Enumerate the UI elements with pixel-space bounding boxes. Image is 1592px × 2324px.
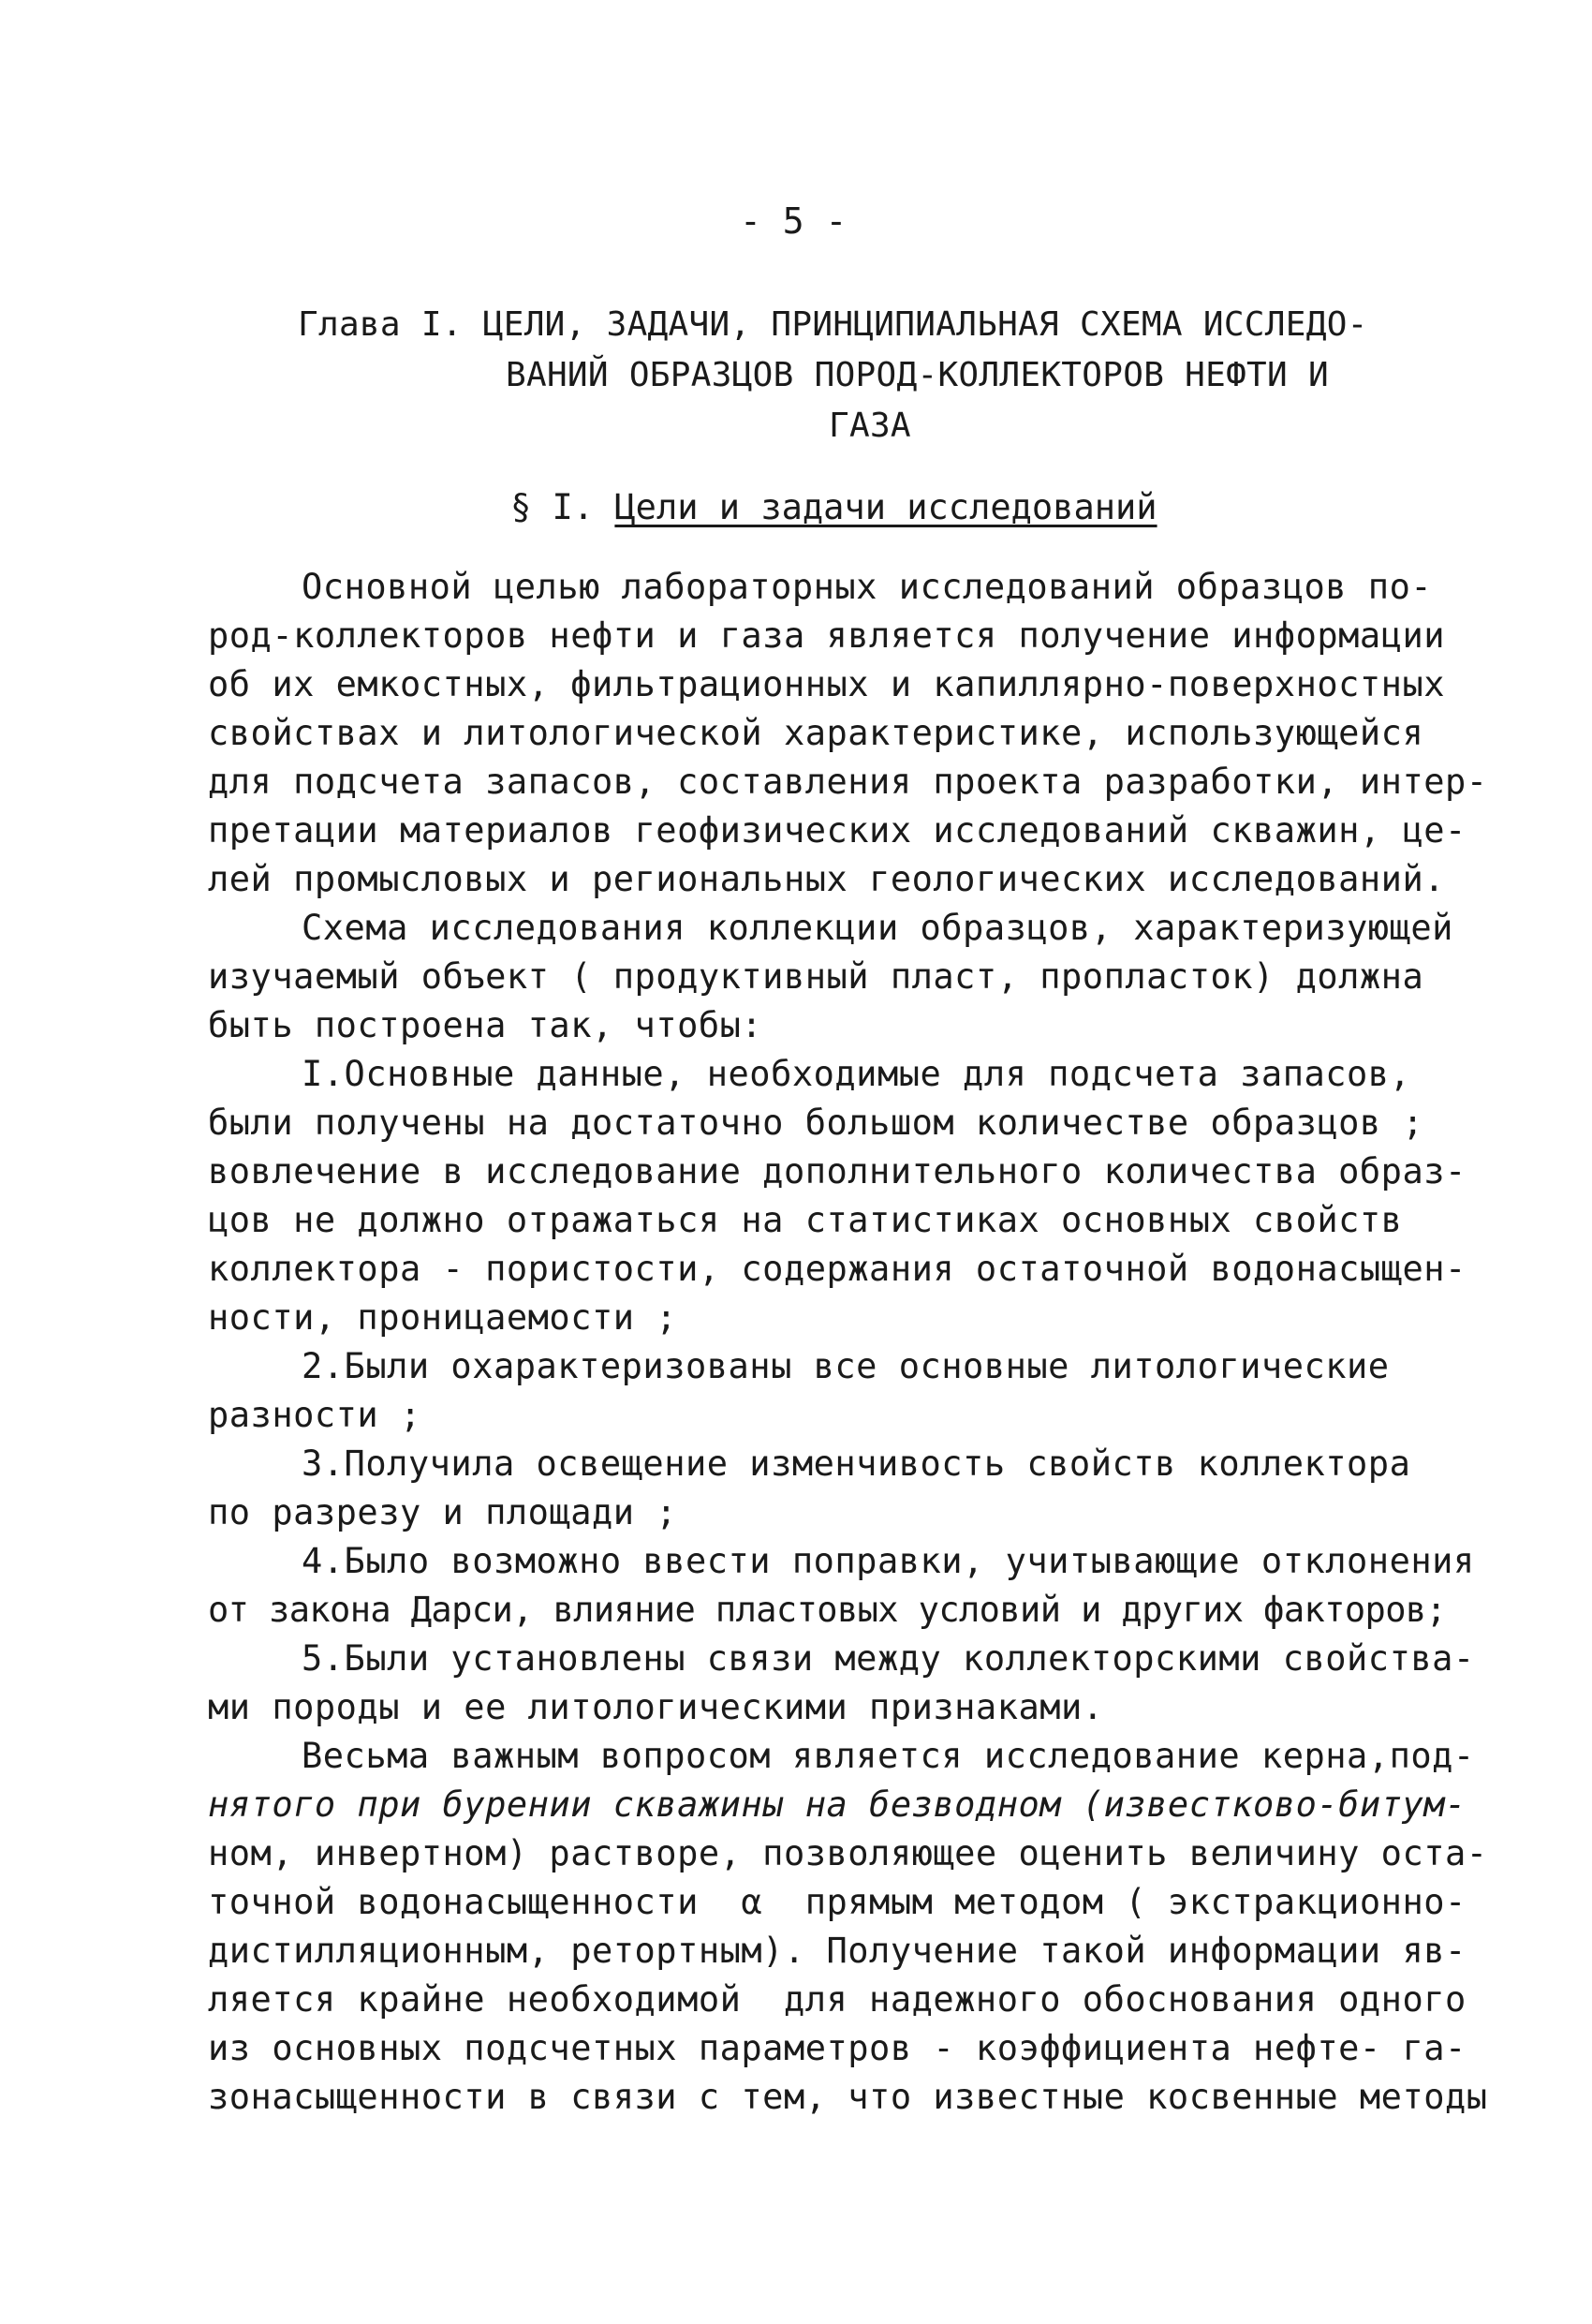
text-line: 5.Были установлены связи между коллекторскими свойства- bbox=[302, 1638, 1475, 1679]
text-line: 4.Было возможно ввести поправки, учитывающие отклонения bbox=[302, 1541, 1475, 1581]
text-line: нятого при бурении скважины на безводном (известково-битум- bbox=[208, 1784, 1467, 1825]
text-line: свойствах и литологической характеристике, использующейся bbox=[208, 713, 1424, 753]
text-line: коллектора - пористости, содержания остаточной водонасыщен- bbox=[208, 1249, 1467, 1289]
text-line: лей промысловых и региональных геологических исследований. bbox=[208, 859, 1446, 899]
text-line: зонасыщенности в связи с тем, что известные косвенные методы bbox=[208, 2077, 1488, 2117]
section-title: Цели и задачи исследований bbox=[614, 487, 1157, 527]
section-mark: § I. bbox=[510, 487, 615, 527]
text-line: ми породы и ее литологическими признаками. bbox=[208, 1687, 1104, 1727]
text-line: ности, проницаемости ; bbox=[208, 1297, 678, 1338]
text-line: цов не должно отражаться на статистиках основных свойств bbox=[208, 1200, 1403, 1240]
text-line: от закона Дарси, влияние пластовых условий и других факторов; bbox=[208, 1590, 1447, 1630]
text-line: род-коллекторов нефти и газа является получение информации bbox=[208, 615, 1446, 656]
text-line: точной водонасыщенности α прямым методом ( экстракционно- bbox=[208, 1882, 1467, 1922]
text-line: для подсчета запасов, составления проекта разработки, интер- bbox=[208, 762, 1488, 802]
text-line: Основной целью лабораторных исследований образцов по- bbox=[302, 567, 1433, 607]
text-line: дистилляционным, ретортным). Получение такой информации яв- bbox=[208, 1931, 1467, 1971]
text-line: ляется крайне необходимой для надежного обоснования одного bbox=[208, 1979, 1467, 2020]
text-line: разности ; bbox=[208, 1395, 421, 1435]
chapter-title-line-1: Глава I. ЦЕЛИ, ЗАДАЧИ, ПРИНЦИПИАЛЬНАЯ СХЕМА ИССЛЕДО- bbox=[298, 305, 1368, 344]
text-line: Схема исследования коллекции образцов, характеризующей bbox=[302, 908, 1453, 948]
chapter-title-line-2: ВАНИЙ ОБРАЗЦОВ ПОРОД-КОЛЛЕКТОРОВ НЕФТИ И bbox=[506, 356, 1329, 394]
section-heading bbox=[510, 487, 1157, 527]
text-line: Весьма важным вопросом является исследование керна,под- bbox=[302, 1736, 1475, 1776]
text-line: из основных подсчетных параметров - коэффициента нефте- га- bbox=[208, 2028, 1467, 2068]
text-line: 3.Получила освещение изменчивость свойств коллектора bbox=[302, 1443, 1411, 1484]
text-line: вовлечение в исследование дополнительного количества образ- bbox=[208, 1151, 1467, 1192]
text-line: претации материалов геофизических исследований скважин, це- bbox=[208, 810, 1467, 851]
text-line: об их емкостных, фильтрационных и капиллярно-поверхностных bbox=[208, 664, 1446, 704]
chapter-title-line-3: ГАЗА bbox=[829, 407, 911, 445]
text-line: быть построена так, чтобы: bbox=[208, 1005, 763, 1045]
text-line: были получены на достаточно большом количестве образцов ; bbox=[208, 1103, 1424, 1143]
text-line: ном, инвертном) растворе, позволяющее оценить величину оста- bbox=[208, 1833, 1488, 1873]
text-line: изучаемый объект ( продуктивный пласт, пропласток) должна bbox=[208, 956, 1424, 997]
text-line: I.Основные данные, необходимые для подсчета запасов, bbox=[302, 1054, 1411, 1094]
text-line: 2.Были охарактеризованы все основные литологические bbox=[302, 1346, 1390, 1386]
page-number: - 5 - bbox=[740, 200, 848, 242]
text-line: по разрезу и площади ; bbox=[208, 1492, 678, 1532]
